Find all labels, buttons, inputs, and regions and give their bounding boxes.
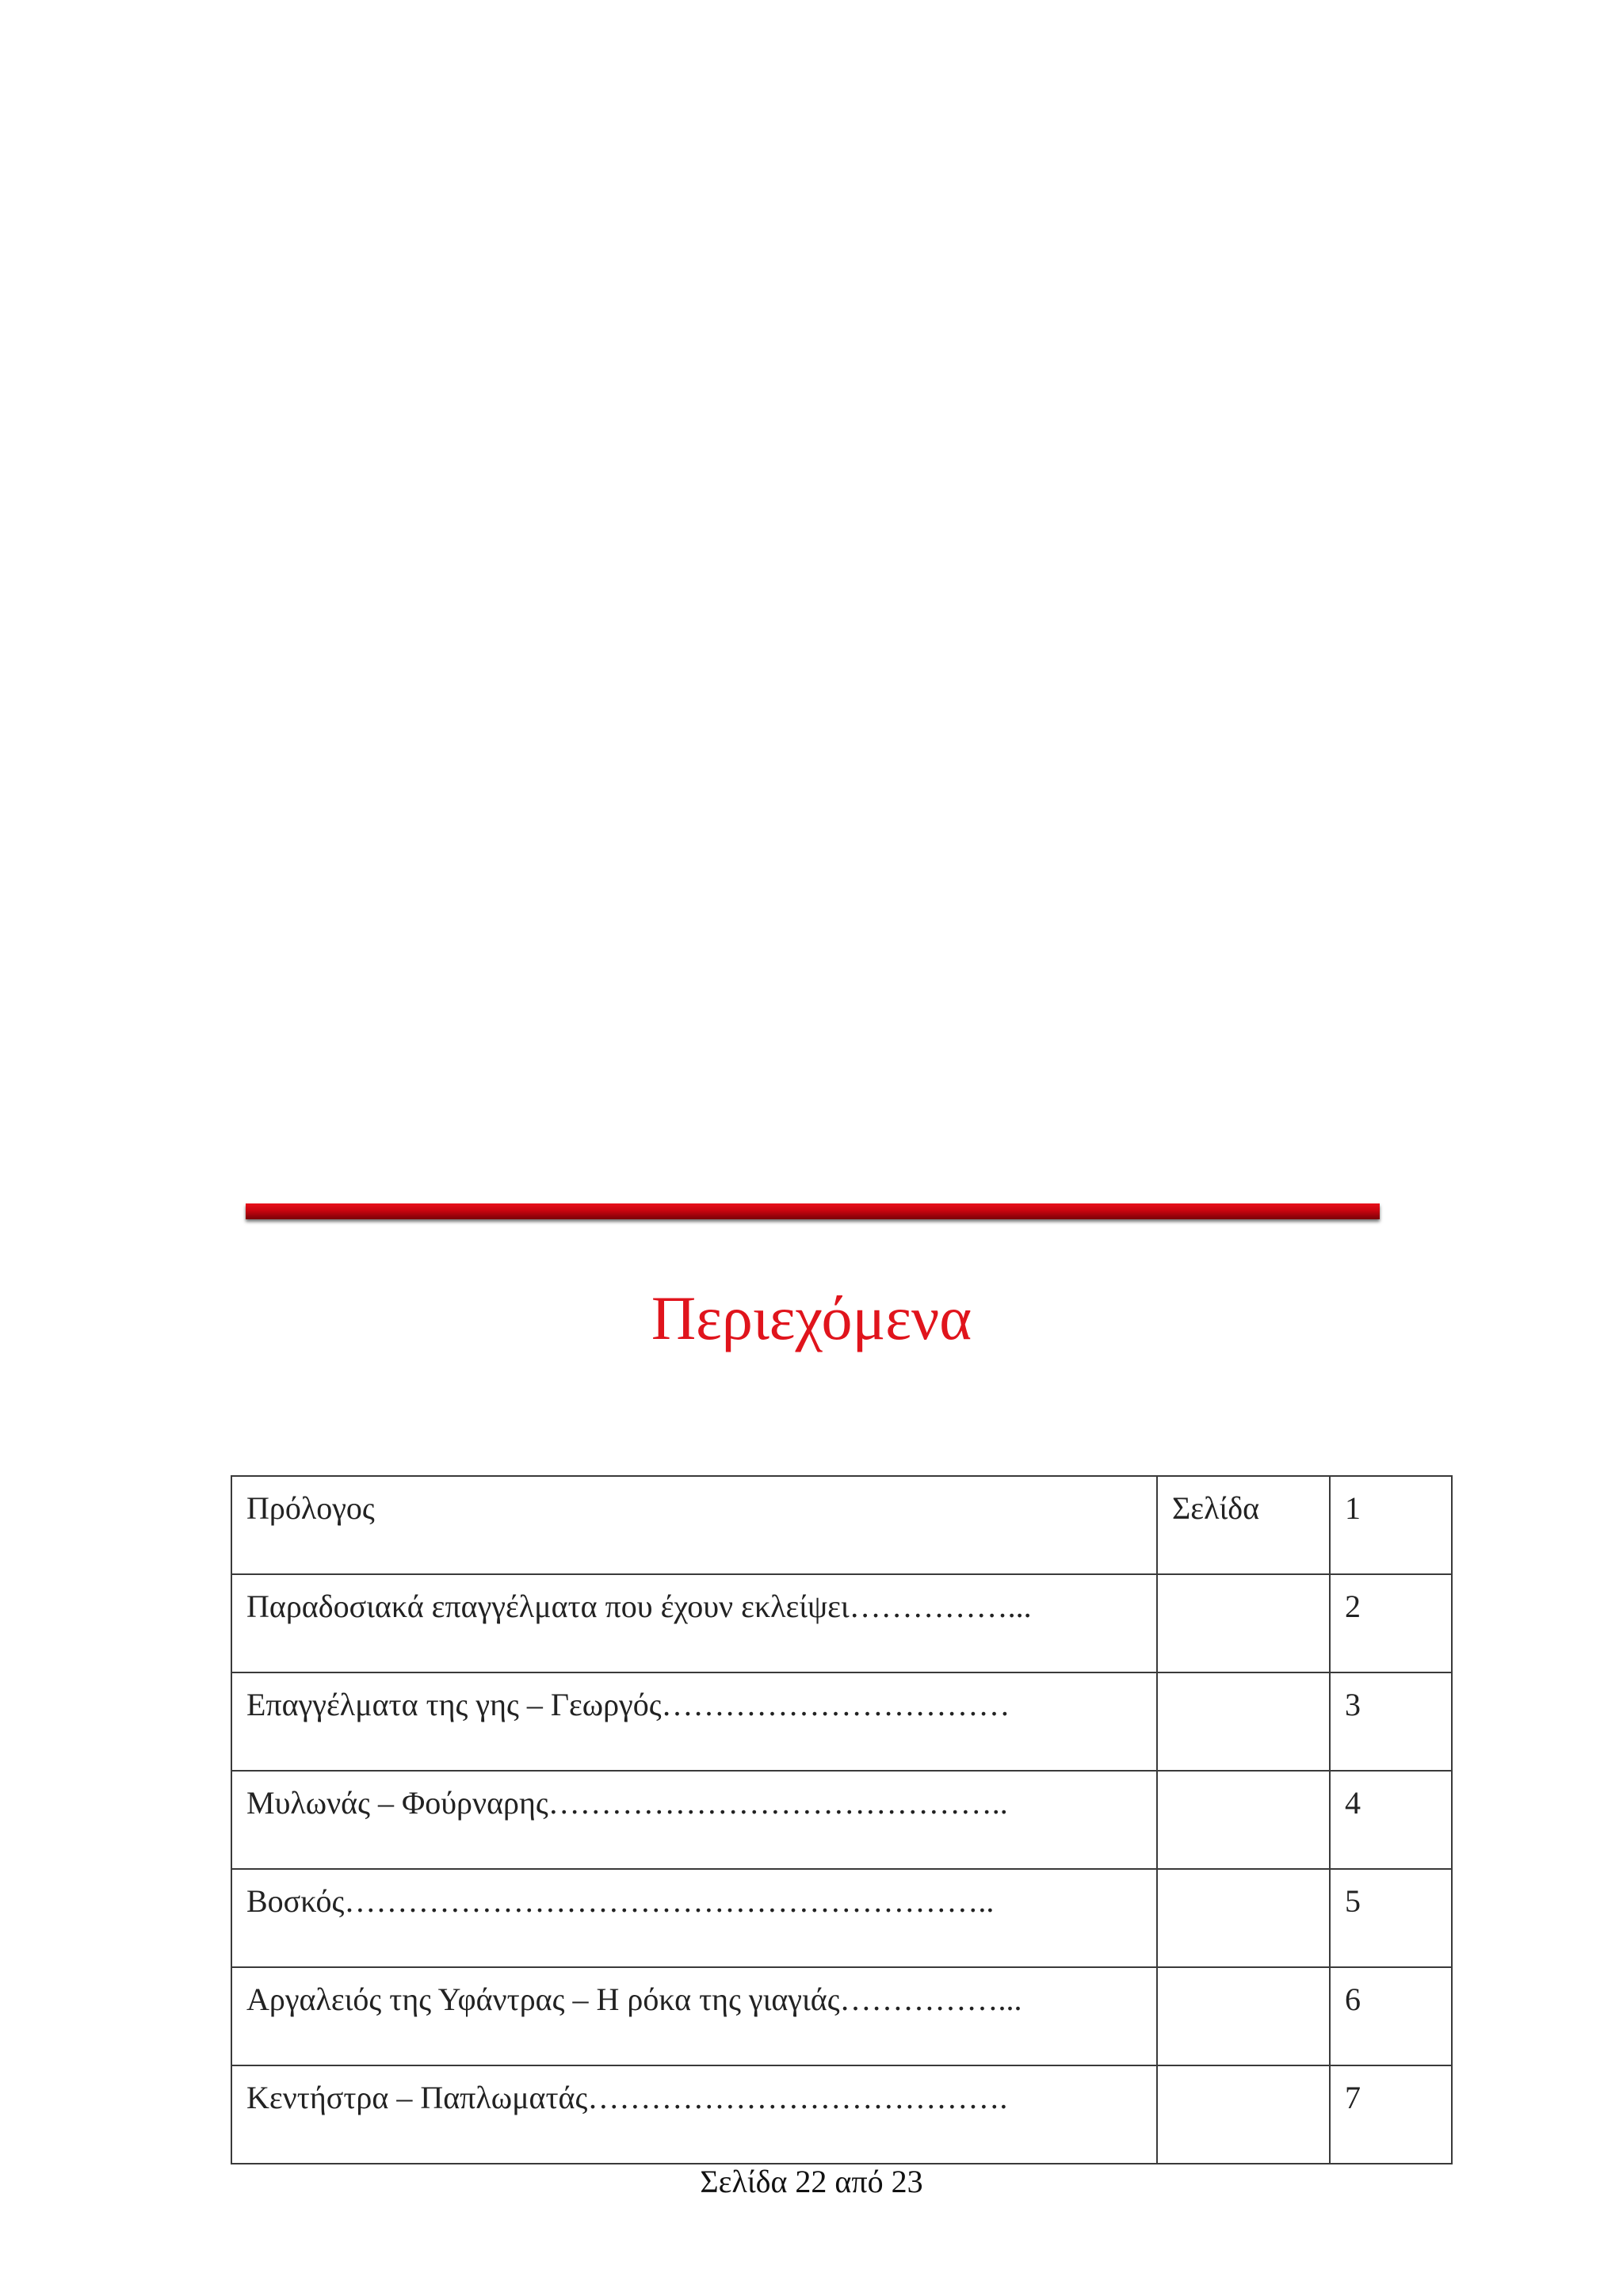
toc-entry: Βοσκός…………………………………………………….. xyxy=(231,1869,1157,1967)
toc-page-number: 4 xyxy=(1330,1771,1452,1869)
toc-page-number: 7 xyxy=(1330,2065,1452,2164)
toc-page-label xyxy=(1157,1574,1330,1672)
toc-row xyxy=(231,1672,1452,1771)
toc-row xyxy=(231,1869,1452,1967)
toc-page-number: 5 xyxy=(1330,1869,1452,1967)
toc-row xyxy=(231,1574,1452,1672)
toc-entry: Κεντήστρα – Παπλωματάς…………………………………. xyxy=(231,2065,1157,2164)
toc-page-label xyxy=(1157,1771,1330,1869)
red-divider-rule xyxy=(246,1203,1380,1219)
toc-row xyxy=(231,1771,1452,1869)
toc-entry: Επαγγέλματα της γης – Γεωργός…………………………… xyxy=(231,1672,1157,1771)
toc-page-label xyxy=(1157,1869,1330,1967)
toc-row xyxy=(231,1967,1452,2065)
toc-page-number: 2 xyxy=(1330,1574,1452,1672)
toc-entry: Πρόλογος xyxy=(231,1476,1157,1574)
toc-entry: Μυλωνάς – Φούρναρης…………………………………….. xyxy=(231,1771,1157,1869)
toc-row xyxy=(231,1476,1452,1574)
toc-page-label xyxy=(1157,1967,1330,2065)
toc-entry: Παραδοσιακά επαγγέλματα που έχουν εκλείψει……………... xyxy=(231,1574,1157,1672)
page-title: Περιεχόμενα xyxy=(651,1283,972,1352)
toc-page-label xyxy=(1157,2065,1330,2164)
toc-page-label: Σελίδα xyxy=(1157,1476,1330,1574)
toc-page-number: 6 xyxy=(1330,1967,1452,2065)
toc-page-number: 3 xyxy=(1330,1672,1452,1771)
table-of-contents xyxy=(231,1475,1453,2164)
toc-page-label xyxy=(1157,1672,1330,1771)
toc-row xyxy=(231,2065,1452,2164)
page-footer: Σελίδα 22 από 23 xyxy=(700,2164,923,2199)
toc-page-number: 1 xyxy=(1330,1476,1452,1574)
toc-entry: Αργαλειός της Υφάντρας – Η ρόκα της γιαγιάς……………... xyxy=(231,1967,1157,2065)
